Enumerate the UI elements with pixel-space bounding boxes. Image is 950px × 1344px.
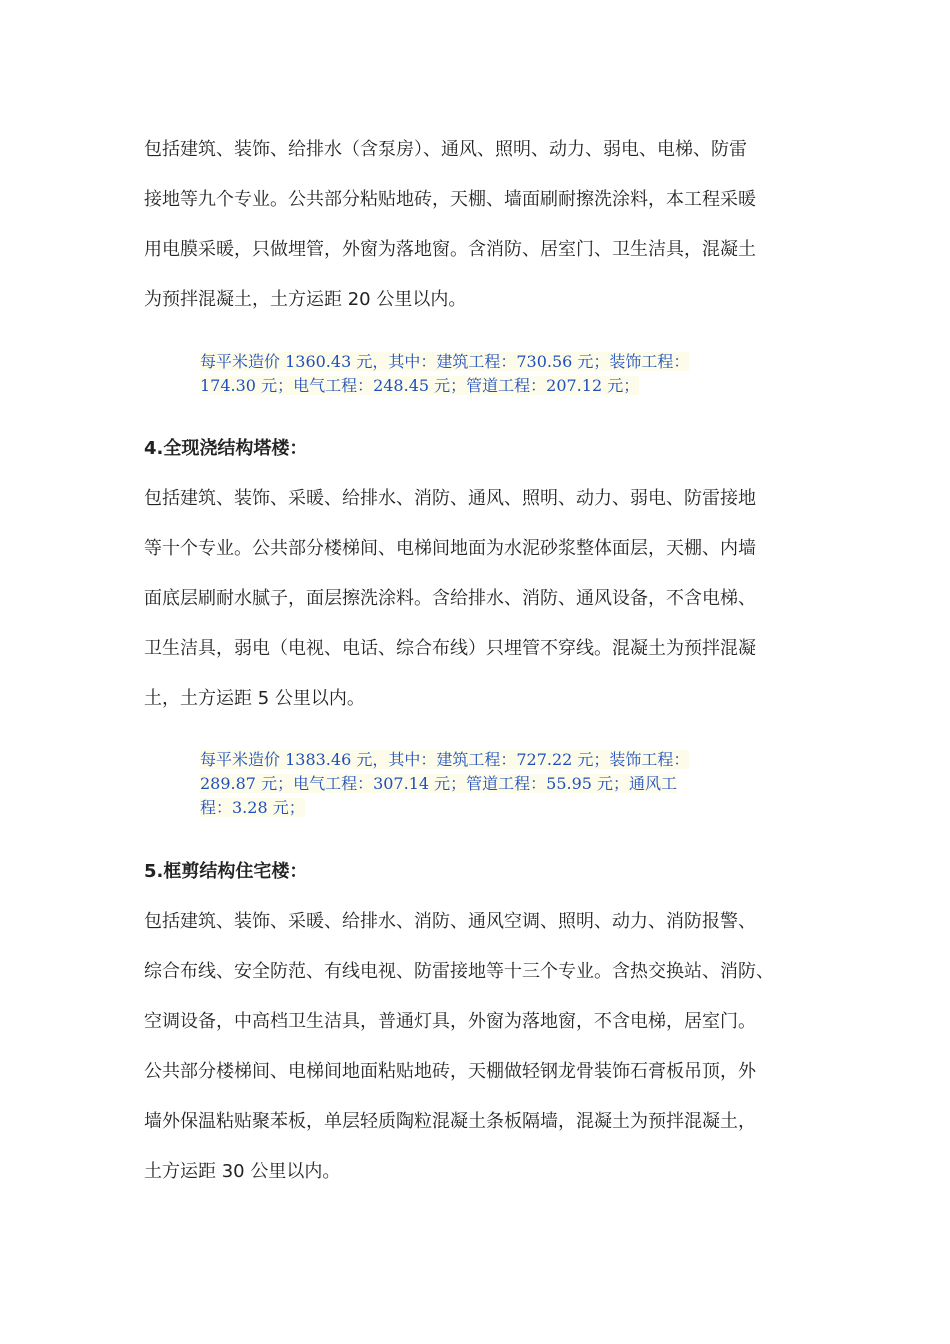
paragraph-line: 用电膜采暖，只做埋管，外窗为落地窗。含消防、居室门、卫生洁具，混凝土: [144, 239, 756, 260]
price-line: 289.87 元；电气工程：307.14 元；管道工程：55.95 元；通风工: [200, 774, 678, 793]
paragraph-line: 为预拌混凝土，土方运距 20 公里以内。: [144, 289, 467, 310]
paragraph-line: 公共部分楼梯间、电梯间地面粘贴地砖，天棚做轻钢龙骨装饰石膏板吊顶，外: [144, 1061, 756, 1082]
price-line: 每平米造价 1360.43 元，其中：建筑工程：730.56 元；装饰工程：: [200, 352, 690, 371]
price-note: [200, 350, 772, 398]
price-line: 174.30 元；电气工程：248.45 元；管道工程：207.12 元；: [200, 376, 640, 395]
paragraph-line: 包括建筑、装饰、采暖、给排水、消防、通风空调、照明、动力、消防报警、: [144, 911, 756, 932]
paragraph-line: 土方运距 30 公里以内。: [144, 1161, 341, 1182]
section-heading: 4.全现浇结构塔楼：: [144, 438, 308, 459]
paragraph-line: 包括建筑、装饰、给排水（含泵房）、通风、照明、动力、弱电、电梯、防雷: [144, 139, 747, 160]
paragraph-line: 等十个专业。公共部分楼梯间、电梯间地面为水泥砂浆整体面层，天棚、内墙: [144, 538, 756, 559]
paragraph-line: 墙外保温粘贴聚苯板，单层轻质陶粒混凝土条板隔墙，混凝土为预拌混凝土，: [144, 1111, 756, 1132]
price-note: [200, 748, 772, 820]
paragraph-line: 空调设备，中高档卫生洁具，普通灯具，外窗为落地窗，不含电梯，居室门。: [144, 1011, 756, 1032]
paragraph-line: 卫生洁具，弱电（电视、电话、综合布线）只埋管不穿线。混凝土为预拌混凝: [144, 638, 756, 659]
price-line: 每平米造价 1383.46 元，其中：建筑工程：727.22 元；装饰工程：: [200, 750, 690, 769]
paragraph-line: 包括建筑、装饰、采暖、给排水、消防、通风、照明、动力、弱电、防雷接地: [144, 488, 756, 509]
paragraph-line: 综合布线、安全防范、有线电视、防雷接地等十三个专业。含热交换站、消防、: [144, 961, 774, 982]
section-heading: 5.框剪结构住宅楼：: [144, 861, 308, 882]
price-line: 程：3.28 元；: [200, 798, 305, 817]
paragraph-line: 面底层刷耐水腻子，面层擦洗涂料。含给排水、消防、通风设备，不含电梯、: [144, 588, 756, 609]
paragraph-line: 接地等九个专业。公共部分粘贴地砖，天棚、墙面刷耐擦洗涂料，本工程采暖: [144, 189, 756, 210]
paragraph-line: 土，土方运距 5 公里以内。: [144, 688, 365, 709]
